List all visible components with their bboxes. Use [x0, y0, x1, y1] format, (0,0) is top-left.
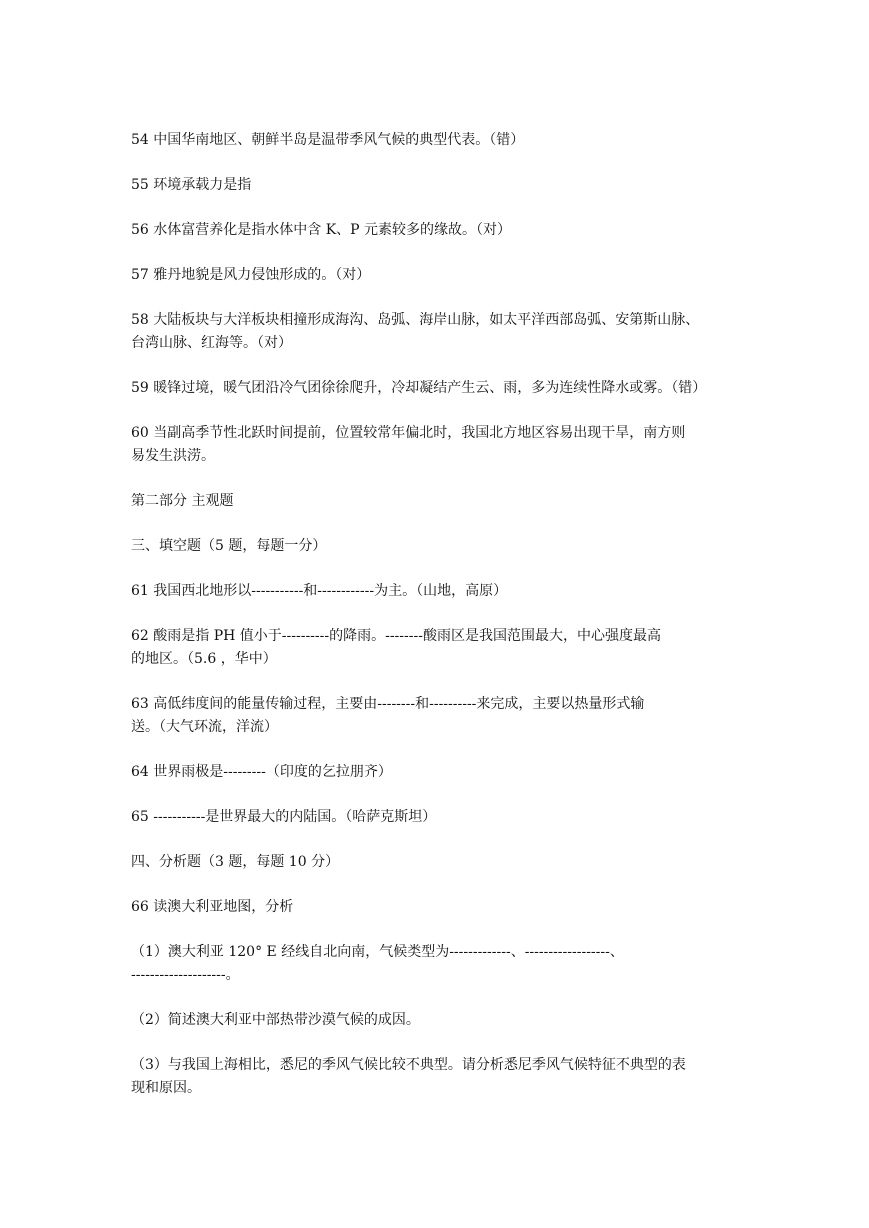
text-line: 55 环境承载力是指 — [131, 177, 252, 193]
question-59 — [131, 377, 746, 400]
text-line: 台湾山脉、红海等。（对） — [131, 335, 292, 351]
document-body — [131, 129, 746, 1122]
text-line: 现和原因。 — [131, 1080, 201, 1096]
text-line: 58 大陆板块与大洋板块相撞形成海沟、岛弧、海岸山脉，如太平洋西部岛弧、安第斯山脉、 — [131, 312, 700, 328]
text-line: 56 水体富营养化是指水体中含 K、P 元素较多的缘故。（对） — [131, 222, 512, 238]
text-line: 第二部分 主观题 — [131, 493, 234, 509]
text-line: 62 酸雨是指 PH 值小于----------的降雨。--------酸雨区是我国范围最大，中心强度最高 — [131, 628, 661, 644]
section-heading-part-two — [131, 490, 746, 513]
question-66 — [131, 896, 746, 919]
text-line: 63 高低纬度间的能量传输过程，主要由--------和----------来完成，主要以热量形式输 — [131, 696, 645, 712]
text-line: 54 中国华南地区、朝鲜半岛是温带季风气候的典型代表。（错） — [131, 132, 525, 148]
question-63 — [131, 693, 746, 739]
text-line: （3）与我国上海相比，悉尼的季风气候比较不典型。请分析悉尼季风气候特征不典型的表 — [131, 1057, 686, 1073]
text-line: 66 读澳大利亚地图，分析 — [131, 899, 294, 915]
question-56 — [131, 219, 746, 242]
text-line: 60 当副高季节性北跃时间提前，位置较常年偏北时，我国北方地区容易出现干旱，南方则 — [131, 425, 686, 441]
section-heading-analysis — [131, 851, 746, 874]
text-line: 的地区。（5.6 ，华中） — [131, 651, 277, 667]
question-66-part-3 — [131, 1054, 746, 1100]
question-54 — [131, 129, 746, 152]
question-66-part-1 — [131, 941, 746, 987]
question-62 — [131, 625, 746, 671]
text-line: 61 我国西北地形以-----------和------------为主。（山地，高原） — [131, 583, 508, 599]
question-61 — [131, 580, 746, 603]
text-line: 送。（大气环流，洋流） — [131, 719, 278, 735]
question-58 — [131, 309, 746, 355]
question-64 — [131, 761, 746, 784]
text-line: --------------------。 — [131, 967, 240, 983]
question-57 — [131, 264, 746, 287]
text-line: 易发生洪涝。 — [131, 448, 215, 464]
text-line: 三、填空题（5 题，每题一分） — [131, 538, 327, 554]
text-line: 59 暖锋过境，暖气团沿冷气团徐徐爬升，冷却凝结产生云、雨，多为连续性降水或雾。（错） — [131, 380, 707, 396]
text-line: 64 世界雨极是---------（印度的乞拉朋齐） — [131, 764, 392, 780]
text-line: 57 雅丹地貌是风力侵蚀形成的。（对） — [131, 267, 371, 283]
question-60 — [131, 422, 746, 468]
section-heading-fill-in — [131, 535, 746, 558]
text-line: 四、分析题（3 题，每题 10 分） — [131, 854, 340, 870]
question-65 — [131, 806, 746, 829]
question-66-part-2 — [131, 1009, 746, 1032]
question-55 — [131, 174, 746, 197]
text-line: 65 -----------是世界最大的内陆国。（哈萨克斯坦） — [131, 809, 437, 825]
text-line: （1）澳大利亚 120° E 经线自北向南，气候类型为-------------、------------------、 — [131, 944, 624, 960]
text-line: （2）简述澳大利亚中部热带沙漠气候的成因。 — [131, 1012, 420, 1028]
